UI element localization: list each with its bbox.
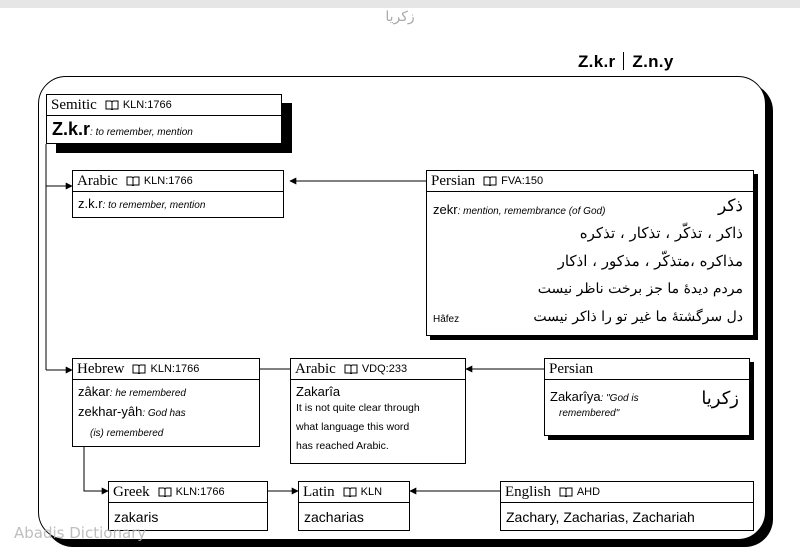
desc-line-3: has reached Arabic. <box>296 440 389 452</box>
lang-label: Persian <box>431 172 476 189</box>
box-english-body <box>501 503 753 530</box>
entry-2-cont <box>78 423 254 443</box>
box-semitic-header <box>47 95 281 116</box>
book-icon <box>132 364 146 374</box>
box-hebrew <box>72 358 260 447</box>
box-greek-header <box>109 482 267 503</box>
arabic-line-1: ذکر <box>717 196 743 216</box>
word-line <box>433 201 605 219</box>
lang-label: Greek <box>113 483 150 500</box>
arabic-line-2: ذاکر ، تذکّر ، تذکار ، تذکره <box>579 224 743 242</box>
box-latin-header <box>299 482 409 503</box>
box-hebrew-header <box>73 359 259 380</box>
box-semitic-body <box>47 116 281 143</box>
word: zâkar <box>78 384 110 399</box>
box-persian-2-body <box>545 380 749 436</box>
box-english-header <box>501 482 753 503</box>
entry-2 <box>78 403 254 423</box>
word: Zakarîya <box>550 389 601 404</box>
box-persian-1-header <box>427 171 753 192</box>
word: Zakarîa <box>296 384 341 399</box>
book-icon <box>105 100 119 110</box>
box-latin <box>298 481 410 531</box>
box-latin-body <box>299 503 409 530</box>
poet-name: Hâfez <box>433 314 460 325</box>
box-arabic-1-header <box>73 171 283 192</box>
arabic-line-4: مردم دیدهٔ ما جز برخت ناظر نیست <box>537 281 743 297</box>
ref-code: KLN:1766 <box>143 175 193 187</box>
gloss: : to remember, mention <box>102 200 206 211</box>
arabic-line-3: مذاکره ،متذکّر ، مذکور ، اذکار <box>557 252 743 270</box>
word: zekhar-yâh <box>78 404 143 419</box>
box-hebrew-body <box>73 380 259 446</box>
persian-word: زکریا <box>701 388 739 409</box>
arabic-line-5: دل سرگشتهٔ ما غیر تو را ذاکر نیست <box>533 309 743 325</box>
word: z.k.r <box>78 196 103 211</box>
gloss: : God has <box>142 408 186 419</box>
book-icon <box>343 487 357 497</box>
gloss: : mention, remembrance (of God) <box>457 206 606 217</box>
page-title: زکریا <box>385 8 415 24</box>
lang-label: Semitic <box>51 96 97 113</box>
box-arabic-2-header <box>291 359 465 380</box>
box-persian-2 <box>544 358 750 436</box>
book-icon <box>559 487 573 497</box>
entry-1 <box>78 383 254 403</box>
word: zakaris <box>114 509 159 525</box>
book-icon <box>158 487 172 497</box>
ref-code: KLN <box>360 486 383 498</box>
box-arabic-1 <box>72 170 284 218</box>
book-icon <box>344 364 358 374</box>
arrow-hebrew-greek <box>84 447 108 491</box>
lang-label: English <box>505 483 551 500</box>
watermark: Abadis Dictionary <box>14 524 147 542</box>
ref-code: VDQ:233 <box>361 363 408 375</box>
desc-line-1: It is not quite clear through <box>296 402 420 414</box>
gloss: (is) remembered <box>90 428 164 439</box>
root-gloss: : to remember, mention <box>90 127 193 138</box>
lang-label: Arabic <box>77 172 118 189</box>
box-persian-1-body <box>427 192 753 336</box>
box-arabic-1-body <box>73 192 283 216</box>
box-arabic-2 <box>290 358 466 464</box>
box-arabic-2-body <box>291 380 465 459</box>
entry <box>550 388 639 406</box>
lang-label: Persian <box>549 360 594 377</box>
gloss-cont: remembered" <box>559 408 620 419</box>
lang-label: Latin <box>303 483 335 500</box>
box-semitic <box>46 94 282 144</box>
ref-code: AHD <box>576 486 601 498</box>
lang-label: Arabic <box>295 360 336 377</box>
book-icon <box>126 176 140 186</box>
ref-code: FVA:150 <box>501 175 544 187</box>
gloss: : "God is <box>600 393 639 404</box>
root-code-left: Z.k.r <box>578 52 616 71</box>
word: zacharias <box>304 509 364 525</box>
word: Zachary, Zacharias, Zachariah <box>506 509 695 525</box>
ref-code: KLN:1766 <box>175 486 225 498</box>
lang-label: Hebrew <box>77 360 125 377</box>
gloss: : he remembered <box>109 388 186 399</box>
word: zekr <box>433 202 458 217</box>
box-persian-2-header <box>545 359 749 380</box>
box-persian-1 <box>426 170 754 336</box>
ref-code: KLN:1766 <box>150 363 200 375</box>
desc-line-2: what language this word <box>296 421 410 433</box>
box-english <box>500 481 754 531</box>
book-icon <box>483 176 497 186</box>
ref-code: KLN:1766 <box>122 99 172 111</box>
root-code-right: Z.n.y <box>632 52 674 71</box>
root-word: Z.k.r <box>52 119 91 139</box>
